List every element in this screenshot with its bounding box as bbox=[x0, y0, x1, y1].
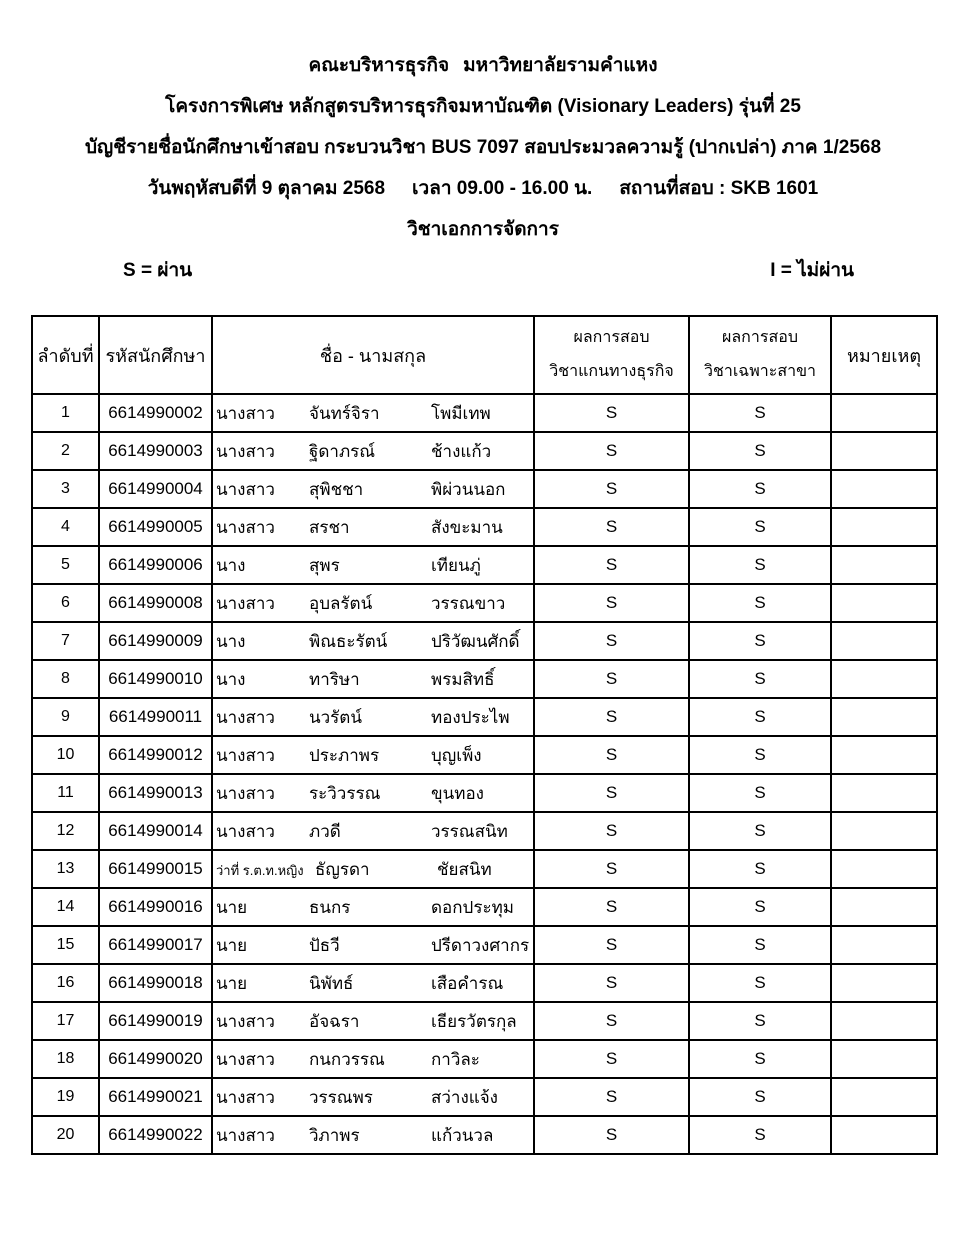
core-subjects-result: S bbox=[534, 1040, 689, 1078]
student-name bbox=[212, 508, 534, 546]
row-number: 13 bbox=[32, 850, 99, 888]
name-title: นางสาว bbox=[216, 1087, 275, 1107]
name-first: ประภาพร bbox=[309, 745, 380, 765]
name-first: อุบลรัตน์ bbox=[309, 593, 373, 613]
name-wrap bbox=[213, 628, 533, 655]
core-subjects-result: S bbox=[534, 812, 689, 850]
student-id: 6614990003 bbox=[99, 432, 212, 470]
student-name bbox=[212, 1116, 534, 1154]
name-first: ปัธวี bbox=[309, 935, 340, 955]
core-subjects-result: S bbox=[534, 736, 689, 774]
student-name bbox=[212, 1078, 534, 1116]
table-body bbox=[32, 394, 937, 1154]
name-title: ว่าที่ ร.ต.ท.หญิง bbox=[216, 862, 304, 878]
name-last: ทองประไพ bbox=[431, 707, 510, 727]
row-number: 10 bbox=[32, 736, 99, 774]
row-number: 7 bbox=[32, 622, 99, 660]
name-wrap bbox=[213, 970, 533, 997]
name-title: นางสาว bbox=[216, 403, 275, 423]
student-name bbox=[212, 926, 534, 964]
name-wrap bbox=[213, 932, 533, 959]
table-row bbox=[32, 1116, 937, 1154]
name-title: นางสาว bbox=[216, 821, 275, 841]
legend-pass: S = ผ่าน bbox=[123, 260, 193, 281]
table-row bbox=[32, 584, 937, 622]
name-last: ชัยสนิท bbox=[437, 859, 492, 879]
core-subjects-result: S bbox=[534, 546, 689, 584]
name-first: ทาริษา bbox=[309, 669, 360, 689]
remark-cell bbox=[831, 964, 937, 1002]
name-first: ธนกร bbox=[309, 897, 351, 917]
legend-fail: I = ไม่ผ่าน bbox=[770, 260, 854, 281]
core-subjects-result: S bbox=[534, 1002, 689, 1040]
student-name bbox=[212, 584, 534, 622]
name-title: นาย bbox=[216, 973, 248, 993]
core-subjects-result: S bbox=[534, 850, 689, 888]
remark-cell bbox=[831, 1002, 937, 1040]
major-subjects-result: S bbox=[689, 812, 831, 850]
name-wrap bbox=[213, 590, 533, 617]
name-last: กาวิละ bbox=[431, 1049, 480, 1069]
name-last: โพมีเทพ bbox=[431, 403, 491, 423]
name-first: นิพัทธ์ bbox=[309, 973, 354, 993]
core-subjects-result: S bbox=[534, 508, 689, 546]
major-subjects-result: S bbox=[689, 394, 831, 432]
row-number: 15 bbox=[32, 926, 99, 964]
core-subjects-result: S bbox=[534, 926, 689, 964]
name-wrap bbox=[213, 438, 533, 465]
student-id: 6614990004 bbox=[99, 470, 212, 508]
row-number: 4 bbox=[32, 508, 99, 546]
name-last: พรมสิทธิ์ bbox=[431, 669, 495, 689]
remark-cell bbox=[831, 926, 937, 964]
name-first: ภวดี bbox=[309, 821, 341, 841]
remark-cell bbox=[831, 1078, 937, 1116]
remark-cell bbox=[831, 812, 937, 850]
name-first: วรรณพร bbox=[309, 1087, 373, 1107]
student-id: 6614990012 bbox=[99, 736, 212, 774]
student-id: 6614990021 bbox=[99, 1078, 212, 1116]
table-row bbox=[32, 394, 937, 432]
student-id: 6614990013 bbox=[99, 774, 212, 812]
student-id: 6614990015 bbox=[99, 850, 212, 888]
table-row bbox=[32, 888, 937, 926]
exam-date: วันพฤหัสบดีที่ 9 ตุลาคม 2568 bbox=[147, 178, 386, 199]
program-text: โครงการพิเศษ หลักสูตรบริหารธุรกิจมหาบัณฑิต (Visionary Leaders) รุ่นที่ 25 bbox=[165, 96, 801, 117]
name-last: แก้วนวล bbox=[431, 1125, 494, 1145]
major-subjects-result: S bbox=[689, 850, 831, 888]
name-last: วรรณสนิท bbox=[431, 821, 508, 841]
col-header-core-line1: ผลการสอบ bbox=[573, 329, 650, 347]
student-id: 6614990010 bbox=[99, 660, 212, 698]
row-number: 8 bbox=[32, 660, 99, 698]
name-last: บุญเพ็ง bbox=[431, 745, 482, 765]
program-line bbox=[0, 86, 966, 127]
name-first: กนกวรรณ bbox=[309, 1049, 385, 1069]
name-first: พิณธะรัตน์ bbox=[309, 631, 388, 651]
remark-cell bbox=[831, 546, 937, 584]
name-title: นาง bbox=[216, 555, 246, 575]
name-wrap bbox=[213, 742, 533, 769]
name-title: นางสาว bbox=[216, 707, 275, 727]
col-header-remark: หมายเหตุ bbox=[831, 316, 937, 394]
exam-time: เวลา 09.00 - 16.00 น. bbox=[412, 178, 593, 199]
major-subjects-result: S bbox=[689, 508, 831, 546]
student-name bbox=[212, 546, 534, 584]
student-name bbox=[212, 432, 534, 470]
faculty-name: คณะบริหารธุรกิจ bbox=[308, 55, 450, 76]
table-row bbox=[32, 1040, 937, 1078]
core-subjects-result: S bbox=[534, 888, 689, 926]
student-name bbox=[212, 1002, 534, 1040]
name-last: ปรีดาวงศากร bbox=[431, 935, 530, 955]
name-title: นาง bbox=[216, 631, 246, 651]
core-subjects-result: S bbox=[534, 660, 689, 698]
major-subjects-result: S bbox=[689, 1002, 831, 1040]
core-subjects-result: S bbox=[534, 774, 689, 812]
student-id: 6614990005 bbox=[99, 508, 212, 546]
remark-cell bbox=[831, 888, 937, 926]
core-subjects-result: S bbox=[534, 698, 689, 736]
major-subjects-result: S bbox=[689, 964, 831, 1002]
name-wrap bbox=[213, 856, 533, 883]
list-title-text: บัญชีรายชื่อนักศึกษาเข้าสอบ กระบวนวิชา BUS 7097 สอบประมวลความรู้ (ปากเปล่า) ภาค 1/2568 bbox=[84, 137, 882, 158]
row-number: 19 bbox=[32, 1078, 99, 1116]
remark-cell bbox=[831, 584, 937, 622]
faculty-line bbox=[0, 45, 966, 86]
name-wrap bbox=[213, 818, 533, 845]
student-id: 6614990011 bbox=[99, 698, 212, 736]
name-last: ช้างแก้ว bbox=[431, 441, 492, 461]
name-last: เธียรวัตรกุล bbox=[431, 1011, 517, 1031]
student-id: 6614990008 bbox=[99, 584, 212, 622]
major-subjects-result: S bbox=[689, 584, 831, 622]
table-row bbox=[32, 1078, 937, 1116]
name-title: นาย bbox=[216, 897, 248, 917]
header-row bbox=[32, 316, 937, 394]
table-row bbox=[32, 926, 937, 964]
student-id: 6614990016 bbox=[99, 888, 212, 926]
name-wrap bbox=[213, 400, 533, 427]
student-id: 6614990018 bbox=[99, 964, 212, 1002]
col-header-name: ชื่อ - นามสกุล bbox=[212, 316, 534, 394]
student-id: 6614990019 bbox=[99, 1002, 212, 1040]
row-number: 5 bbox=[32, 546, 99, 584]
student-name bbox=[212, 850, 534, 888]
name-wrap bbox=[213, 514, 533, 541]
table-header bbox=[32, 316, 937, 394]
name-title: นางสาว bbox=[216, 1011, 275, 1031]
student-name bbox=[212, 698, 534, 736]
name-last: ดอกประทุม bbox=[431, 897, 515, 917]
core-subjects-result: S bbox=[534, 470, 689, 508]
col-header-student-id: รหัสนักศึกษา bbox=[99, 316, 212, 394]
name-title: นางสาว bbox=[216, 745, 275, 765]
core-subjects-result: S bbox=[534, 584, 689, 622]
name-title: นาง bbox=[216, 669, 246, 689]
student-name bbox=[212, 964, 534, 1002]
name-last: เสือคำรณ bbox=[431, 973, 504, 993]
row-number: 20 bbox=[32, 1116, 99, 1154]
major-subjects-result: S bbox=[689, 546, 831, 584]
name-title: นาย bbox=[216, 935, 248, 955]
name-wrap bbox=[213, 780, 533, 807]
name-first: ฐิดาภรณ์ bbox=[309, 441, 376, 461]
name-wrap bbox=[213, 666, 533, 693]
student-id: 6614990014 bbox=[99, 812, 212, 850]
student-name bbox=[212, 660, 534, 698]
table-row bbox=[32, 660, 937, 698]
name-first: นวรัตน์ bbox=[309, 707, 362, 727]
row-number: 17 bbox=[32, 1002, 99, 1040]
row-number: 12 bbox=[32, 812, 99, 850]
table-row bbox=[32, 850, 937, 888]
row-number: 1 bbox=[32, 394, 99, 432]
table-row bbox=[32, 470, 937, 508]
remark-cell bbox=[831, 850, 937, 888]
name-first: ธัญรดา bbox=[315, 859, 370, 879]
name-first: ระวิวรรณ bbox=[309, 783, 381, 803]
col-header-major-line1: ผลการสอบ bbox=[722, 329, 798, 347]
name-first: สรชา bbox=[309, 517, 350, 537]
major-text: วิชาเอกการจัดการ bbox=[407, 219, 559, 240]
row-number: 14 bbox=[32, 888, 99, 926]
name-last: พิผ่วนนอก bbox=[431, 479, 506, 499]
table-row bbox=[32, 774, 937, 812]
major-subjects-result: S bbox=[689, 698, 831, 736]
student-id: 6614990002 bbox=[99, 394, 212, 432]
col-header-no: ลำดับที่ bbox=[32, 316, 99, 394]
name-first: วิภาพร bbox=[309, 1125, 360, 1145]
major-subjects-result: S bbox=[689, 660, 831, 698]
remark-cell bbox=[831, 1116, 937, 1154]
name-wrap bbox=[213, 704, 533, 731]
student-name bbox=[212, 470, 534, 508]
row-number: 11 bbox=[32, 774, 99, 812]
name-title: นางสาว bbox=[216, 783, 275, 803]
name-last: สังขะมาน bbox=[431, 517, 503, 537]
university-name: มหาวิทยาลัยรามคำแหง bbox=[463, 55, 658, 76]
student-name bbox=[212, 1040, 534, 1078]
remark-cell bbox=[831, 470, 937, 508]
table-row bbox=[32, 622, 937, 660]
student-roster-table bbox=[31, 315, 938, 1155]
student-name bbox=[212, 622, 534, 660]
row-number: 6 bbox=[32, 584, 99, 622]
name-first: จันทร์จิรา bbox=[309, 403, 380, 423]
name-title: นางสาว bbox=[216, 479, 275, 499]
name-title: นางสาว bbox=[216, 517, 275, 537]
major-subjects-result: S bbox=[689, 622, 831, 660]
name-last: เทียนภู่ bbox=[431, 555, 481, 575]
remark-cell bbox=[831, 432, 937, 470]
core-subjects-result: S bbox=[534, 1078, 689, 1116]
major-subjects-result: S bbox=[689, 1078, 831, 1116]
remark-cell bbox=[831, 508, 937, 546]
student-id: 6614990006 bbox=[99, 546, 212, 584]
student-id: 6614990017 bbox=[99, 926, 212, 964]
col-header-core-result bbox=[534, 316, 689, 394]
name-wrap bbox=[213, 894, 533, 921]
name-wrap bbox=[213, 1008, 533, 1035]
name-wrap bbox=[213, 1046, 533, 1073]
student-id: 6614990020 bbox=[99, 1040, 212, 1078]
remark-cell bbox=[831, 774, 937, 812]
table-row bbox=[32, 432, 937, 470]
major-subjects-result: S bbox=[689, 470, 831, 508]
table-row bbox=[32, 812, 937, 850]
major-subjects-result: S bbox=[689, 1040, 831, 1078]
core-subjects-result: S bbox=[534, 964, 689, 1002]
name-wrap bbox=[213, 1084, 533, 1111]
table-row bbox=[32, 698, 937, 736]
student-name bbox=[212, 774, 534, 812]
major-subjects-result: S bbox=[689, 888, 831, 926]
name-wrap bbox=[213, 1122, 533, 1149]
name-title: นางสาว bbox=[216, 593, 275, 613]
table-row bbox=[32, 1002, 937, 1040]
name-title: นางสาว bbox=[216, 1125, 275, 1145]
remark-cell bbox=[831, 698, 937, 736]
name-last: สว่างแจ้ง bbox=[431, 1087, 498, 1107]
core-subjects-result: S bbox=[534, 394, 689, 432]
col-header-core-line2: วิชาแกนทางธุรกิจ bbox=[549, 362, 674, 380]
exam-room: สถานที่สอบ : SKB 1601 bbox=[619, 178, 819, 199]
exam-schedule-line bbox=[0, 168, 966, 209]
major-subjects-result: S bbox=[689, 774, 831, 812]
core-subjects-result: S bbox=[534, 622, 689, 660]
col-header-major-line2: วิชาเฉพาะสาขา bbox=[704, 362, 816, 380]
core-subjects-result: S bbox=[534, 1116, 689, 1154]
major-line bbox=[0, 209, 966, 250]
name-last: วรรณขาว bbox=[431, 593, 506, 613]
legend-row bbox=[0, 250, 966, 291]
remark-cell bbox=[831, 1040, 937, 1078]
row-number: 18 bbox=[32, 1040, 99, 1078]
name-first: สุพิชชา bbox=[309, 479, 364, 499]
name-first: สุพร bbox=[309, 555, 340, 575]
major-subjects-result: S bbox=[689, 432, 831, 470]
document-header bbox=[0, 0, 966, 250]
name-first: อัจฉรา bbox=[309, 1011, 360, 1031]
core-subjects-result: S bbox=[534, 432, 689, 470]
remark-cell bbox=[831, 622, 937, 660]
student-name bbox=[212, 812, 534, 850]
name-title: นางสาว bbox=[216, 441, 275, 461]
student-id: 6614990022 bbox=[99, 1116, 212, 1154]
table-row bbox=[32, 546, 937, 584]
table-row bbox=[32, 736, 937, 774]
major-subjects-result: S bbox=[689, 1116, 831, 1154]
name-last: ปริวัฒนศักดิ์ bbox=[431, 631, 520, 651]
row-number: 3 bbox=[32, 470, 99, 508]
name-wrap bbox=[213, 476, 533, 503]
list-title-line bbox=[0, 127, 966, 168]
table-row bbox=[32, 508, 937, 546]
student-name bbox=[212, 394, 534, 432]
col-header-major-result bbox=[689, 316, 831, 394]
row-number: 2 bbox=[32, 432, 99, 470]
student-name bbox=[212, 888, 534, 926]
student-name bbox=[212, 736, 534, 774]
major-subjects-result: S bbox=[689, 926, 831, 964]
table-row bbox=[32, 964, 937, 1002]
name-title: นางสาว bbox=[216, 1049, 275, 1069]
name-last: ขุนทอง bbox=[431, 783, 484, 803]
row-number: 9 bbox=[32, 698, 99, 736]
student-id: 6614990009 bbox=[99, 622, 212, 660]
name-wrap bbox=[213, 552, 533, 579]
remark-cell bbox=[831, 394, 937, 432]
row-number: 16 bbox=[32, 964, 99, 1002]
remark-cell bbox=[831, 736, 937, 774]
major-subjects-result: S bbox=[689, 736, 831, 774]
remark-cell bbox=[831, 660, 937, 698]
